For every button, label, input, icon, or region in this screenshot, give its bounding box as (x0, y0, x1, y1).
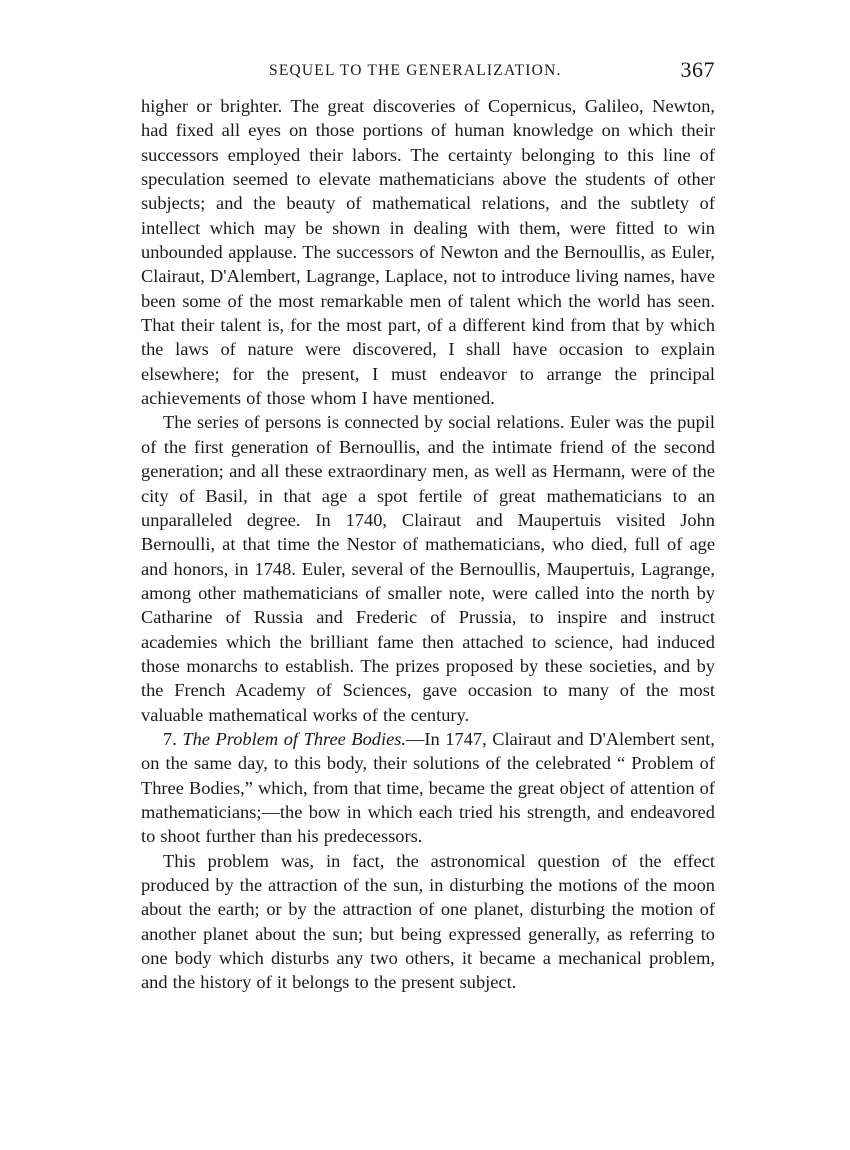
paragraph-social-relations: The series of persons is connected by social relations. Euler was the pupil of the first generation of Bernoullis, and the intimate friend of the second generation; and all these extraordinary men, as well as Hermann, were of the city of Basil, in that age a spot fertile of great mathematicians to an unparalleled degree. In 1740, Clairaut and Maupertuis visited John Bernoulli, at that time the Nestor of mathematicians, who died, full of age and honors, in 1748. Euler, several of the Bernoullis, Maupertuis, Lagrange, among other mathematicians of smaller note, were called into the north by Catharine of Russia and Frederic of Prussia, to inspire and instruct academies which the brilliant fame then attached to science, had induced those monarchs to establish. The prizes proposed by these societies, and by the French Academy of Sciences, gave occasion to many of the most valuable mathematical works of the century. (141, 412, 715, 725)
paragraph-three-bodies (141, 727, 715, 849)
running-header (141, 57, 715, 94)
section-heading: The Problem of Three Bodies. (182, 728, 407, 749)
book-page (141, 57, 715, 995)
paragraph-continuation: higher or brighter. The great discoveries of Copernicus, Galileo, Newton, had fixed all eyes on those portions of human knowledge on which their successors employed their labors. The certainty belonging to this line of speculation seemed to elevate mathematicians above the students of other subjects; and the beauty of mathematical relations, and the subtlety of intellect which may be shown in dealing with them, were fitted to win unbounded applause. The successors of Newton and the Bernoullis, as Euler, Clairaut, D'Alembert, Lagrange, Laplace, not to introduce living names, have been some of the most remarkable men of talent which the world has seen. That their talent is, for the most part, of a different kind from that by which the laws of nature were discovered, I shall have occasion to explain elsewhere; for the present, I must endeavor to arrange the principal achievements of those whom I have mentioned. (141, 96, 715, 409)
section-number: 7. (163, 728, 177, 749)
paragraph-problem-explained: This problem was, in fact, the astronomical question of the effect produced by the attraction of the sun, in disturbing the motions of the moon about the earth; or by the attraction of one planet, disturbing the motion of another planet about the sun; but being expressed generally, as referring to one body which disturbs any two others, it became a mechanical problem, and the history of it belongs to the present subject. (141, 850, 715, 993)
section-body: —In 1747, Clairaut and D'Alembert sent, on the same day, to this body, their solutions of the celebrated “ Problem of Three Bodies,” which, from that time, became the great object of attention of mathematicians;—the bow in which each tried his strength, and endeavored to shoot further than his predecessors. (141, 728, 715, 847)
page-number: 367 (680, 57, 715, 82)
running-title: SEQUEL TO THE GENERALIZATION. (269, 62, 562, 79)
